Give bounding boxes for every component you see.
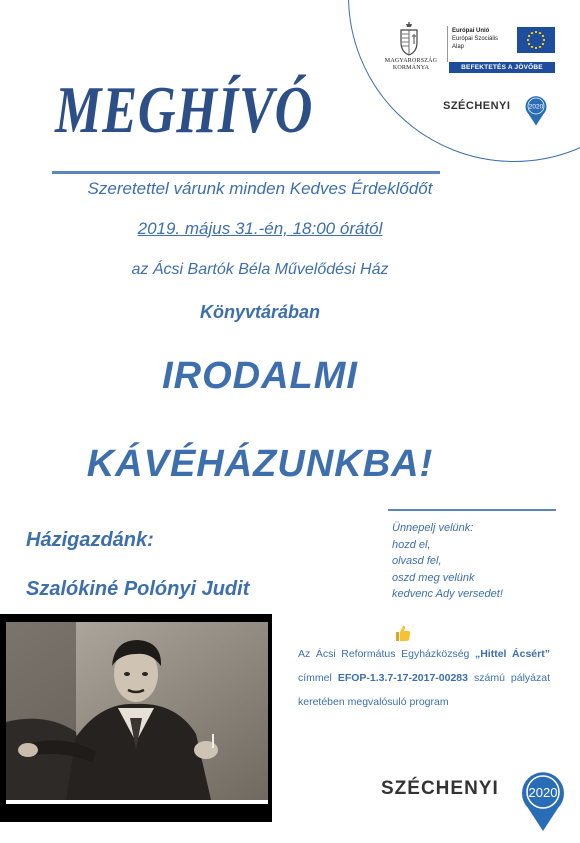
eu-fund-text [452,27,512,51]
poem-line: Ünnepelj velünk: [392,522,474,534]
logo-divider [447,26,448,62]
szechenyi-2020-pin-icon [524,94,548,126]
hungarian-coat-of-arms-icon [398,22,420,56]
eu-name: Európai Unió [452,28,490,34]
portrait-photo [6,622,268,800]
greeting-line: Szeretettel várunk minden Kedves Érdeklődőt [87,179,433,198]
poem-divider [388,509,556,511]
eu-star-icon [542,43,544,45]
page-title: MEGHÍVÓ [55,73,314,147]
project-code: EFOP-1.3.7-17-2017-00283 [337,672,468,684]
eu-star-icon [543,39,545,41]
eu-star-icon [535,47,537,49]
poem-line: hozd el, [392,538,431,551]
event-headline-1: IRODALMI [162,355,358,397]
project-name: „Hittel Ácsért” [474,648,550,660]
szechenyi-logo-text: SZÉCHENYI [381,778,499,799]
venue-line: az Ácsi Bartók Béla Művelődési Ház [131,261,389,278]
venue-room: Könyvtárában [199,302,321,322]
event-date: 2019. május 31.-én, 18:00 órától [137,219,383,238]
project-text: számú pályázat keretében megvalósuló program [298,672,551,708]
project-description [298,642,550,714]
poem-line: olvasd fel, [392,555,442,567]
szechenyi-logo-text: SZÉCHENYI [443,100,511,112]
project-text: Az Ácsi Református Egyházközség [298,648,475,660]
eu-star-icon [539,46,541,48]
eu-star-icon [539,32,541,34]
eu-star-icon [542,35,544,37]
header-circle-outline [348,0,580,162]
project-text: címmel [298,672,338,684]
poem-line: kedvenc Ady versedet! [392,588,503,600]
eu-star-icon [527,39,529,41]
eu-star-icon [528,43,530,45]
invest-in-future-banner: BEFEKTETÉS A JÖVŐBE [449,62,555,73]
government-logo-text: MAGYARORSZÁG KORMÁNYA [384,58,438,71]
host-name: Szalókiné Polónyi Judit [26,578,250,600]
eu-star-icon [531,32,533,34]
eu-star-icon [531,46,533,48]
eu-fund-line: Alap [452,44,465,50]
eu-star-icon [528,35,530,37]
event-headline-2: KÁVÉHÁZUNKBA! [86,443,434,485]
szechenyi-2020-pin-icon [519,768,567,832]
thumbs-up-icon [395,624,411,642]
poem-line: oszd meg velünk [392,571,475,584]
poem-block [392,520,562,603]
portrait-bottom-strip [6,800,268,804]
eu-fund-line: Európai Szociális [452,36,499,42]
eu-flag-icon [517,27,555,53]
pin-year-text: 2020 [528,103,544,111]
host-label: Házigazdánk: [26,529,154,551]
eu-star-icon [535,31,537,33]
title-divider [52,171,440,174]
pin-year-text: 2020 [528,785,558,800]
